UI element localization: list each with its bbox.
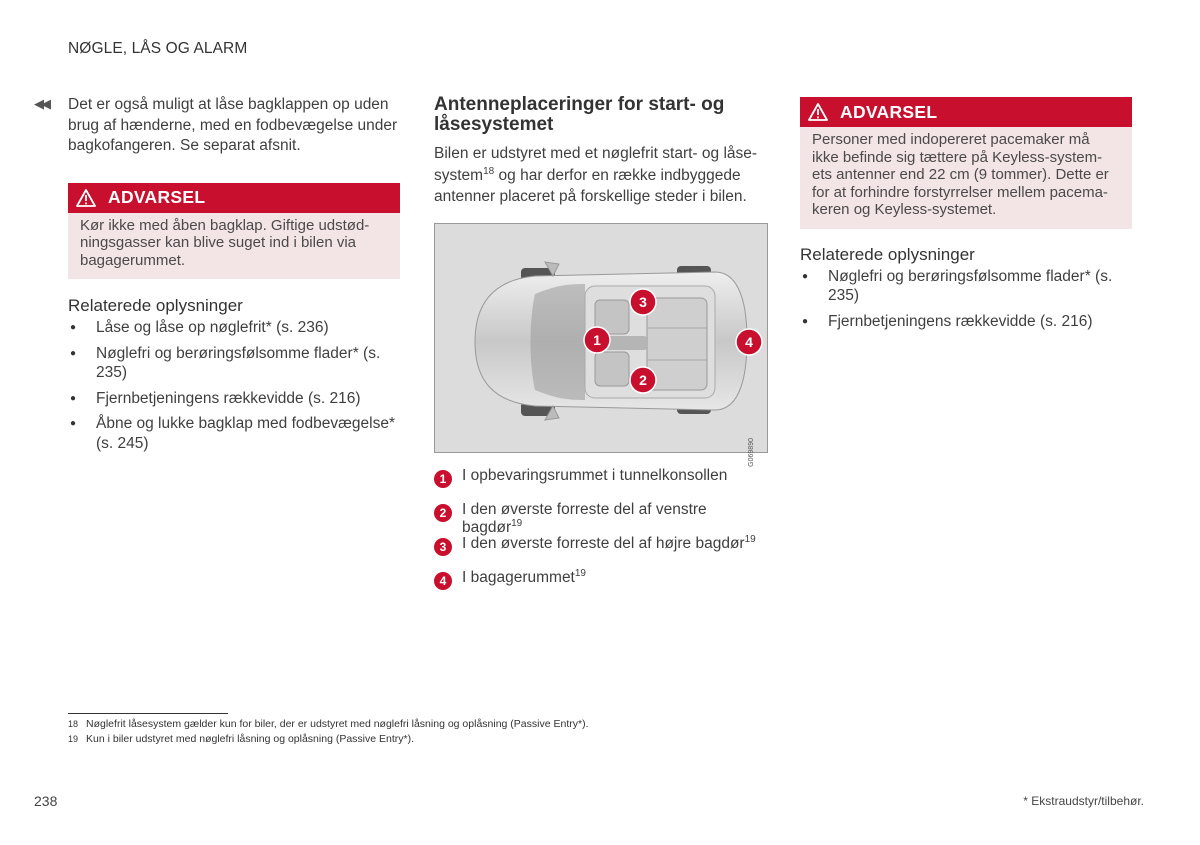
svg-text:2: 2: [639, 371, 647, 388]
legend-item: [434, 569, 768, 603]
footnote-18: $^{18}$ Nøglefrit låsesystem gælder kun for biler, der er udstyret med nøglefri låsning og oplåsning (Passive Entry*).: [68, 718, 589, 730]
legend-number-badge: 1: [434, 470, 452, 488]
related-link[interactable]: ● Nøglefri og berøringsfølsomme flader* (s. 235): [68, 344, 400, 383]
related-link[interactable]: ● Låse og låse op nøglefrit* (s. 236): [68, 318, 400, 338]
legend-text: I den øverste forreste del af venstre bagdør: [462, 500, 707, 536]
column-left: [68, 95, 400, 459]
legend-number-badge: 4: [434, 572, 452, 590]
related-heading: Relaterede oplysninger: [800, 244, 975, 264]
legend-number-badge: 3: [434, 538, 452, 556]
section-text-part1: Bilen er udstyret med et nøglefrit start- og låse-system: [434, 145, 758, 184]
antenna-marker-2: [630, 367, 656, 393]
page-number: 238: [34, 793, 58, 809]
warning-title: ADVARSEL: [840, 101, 938, 122]
warning-header: [68, 183, 400, 213]
legend-text: I opbevaringsrummet i tunnelkonsollen: [462, 466, 728, 484]
related-link[interactable]: ● Fjernbetjeningens rækkevidde (s. 216): [68, 389, 400, 409]
figure-code: G069890: [748, 437, 755, 467]
warning-box: [68, 183, 400, 280]
legend-number-badge: 2: [434, 504, 452, 522]
related-link[interactable]: ● Fjernbetjeningens rækkevidde (s. 216): [800, 312, 1132, 332]
related-heading: Relaterede oplysninger: [68, 296, 243, 315]
related-link[interactable]: ● Åbne og lukke bagklap med fodbevægelse* (s. 245): [68, 414, 400, 453]
related-link[interactable]: ● Nøglefri og berøringsfølsomme flader* (s. 235): [800, 267, 1132, 306]
legend-item: [434, 467, 768, 501]
intro-paragraph: Det er også muligt at låse bagklappen op uden brug af hænderne, med en fodbevægelse under bagkofangeren. Se separat afsnit.: [68, 96, 398, 154]
continued-marker: ◀◀: [34, 96, 48, 111]
page-header: NØGLE, LÅS OG ALARM: [68, 40, 248, 57]
footnote-ref-19[interactable]: 19: [744, 533, 756, 545]
warning-header: [800, 97, 1132, 127]
legend-item: [434, 501, 768, 535]
svg-text:4: 4: [745, 333, 753, 350]
footer-note: * Ekstraudstyr/tilbehør.: [1023, 794, 1144, 808]
section-paragraph: [434, 143, 768, 208]
antenna-legend: [434, 467, 768, 603]
footnote-ref-18[interactable]: 18: [483, 165, 495, 177]
column-right: [800, 97, 1132, 337]
section-text-part2: og har derfor en række indbyggede antenner placeret på forskellige steder i bilen.: [434, 166, 747, 205]
svg-text:3: 3: [639, 293, 647, 310]
legend-item: [434, 535, 768, 569]
legend-text: I den øverste forreste del af højre bagdør: [462, 534, 745, 552]
antenna-marker-1: [584, 327, 610, 353]
footnote-19: $^{19}$ Kun i biler udstyret med nøglefri låsning og oplåsning (Passive Entry*).: [68, 733, 415, 745]
related-list: [68, 318, 400, 453]
footnote-divider: [68, 713, 228, 714]
antenna-marker-3: [630, 289, 656, 315]
warning-triangle-icon: [76, 189, 96, 207]
footnote-ref-19[interactable]: 19: [511, 517, 523, 529]
warning-title: ADVARSEL: [108, 187, 206, 207]
antenna-marker-4: [736, 329, 762, 355]
warning-text: Kør ikke med åben bagklap. Giftige udstød-ningsgasser kan blive suget ind i bilen via bagagerummet.: [80, 216, 370, 269]
section-heading: Antenneplaceringer for start- og låsesystemet: [434, 94, 725, 135]
footnote-ref-19[interactable]: 19: [574, 567, 586, 579]
svg-text:1: 1: [593, 331, 601, 348]
warning-triangle-icon: [808, 103, 828, 121]
car-top-view: [435, 224, 767, 452]
column-middle: [434, 95, 768, 603]
warning-text: Personer med indopereret pacemaker må ikke befinde sig tættere på Keyless-system-ets antenner end 22 cm (9 tommer). Dette er for at forhindre forstyrrelser mellem pacema-keren og Keyless-systemet.: [812, 131, 1109, 218]
car-antenna-illustration: [434, 223, 768, 467]
legend-text: I bagagerummet: [462, 568, 575, 586]
warning-box: [800, 97, 1132, 229]
related-list: [800, 267, 1132, 332]
